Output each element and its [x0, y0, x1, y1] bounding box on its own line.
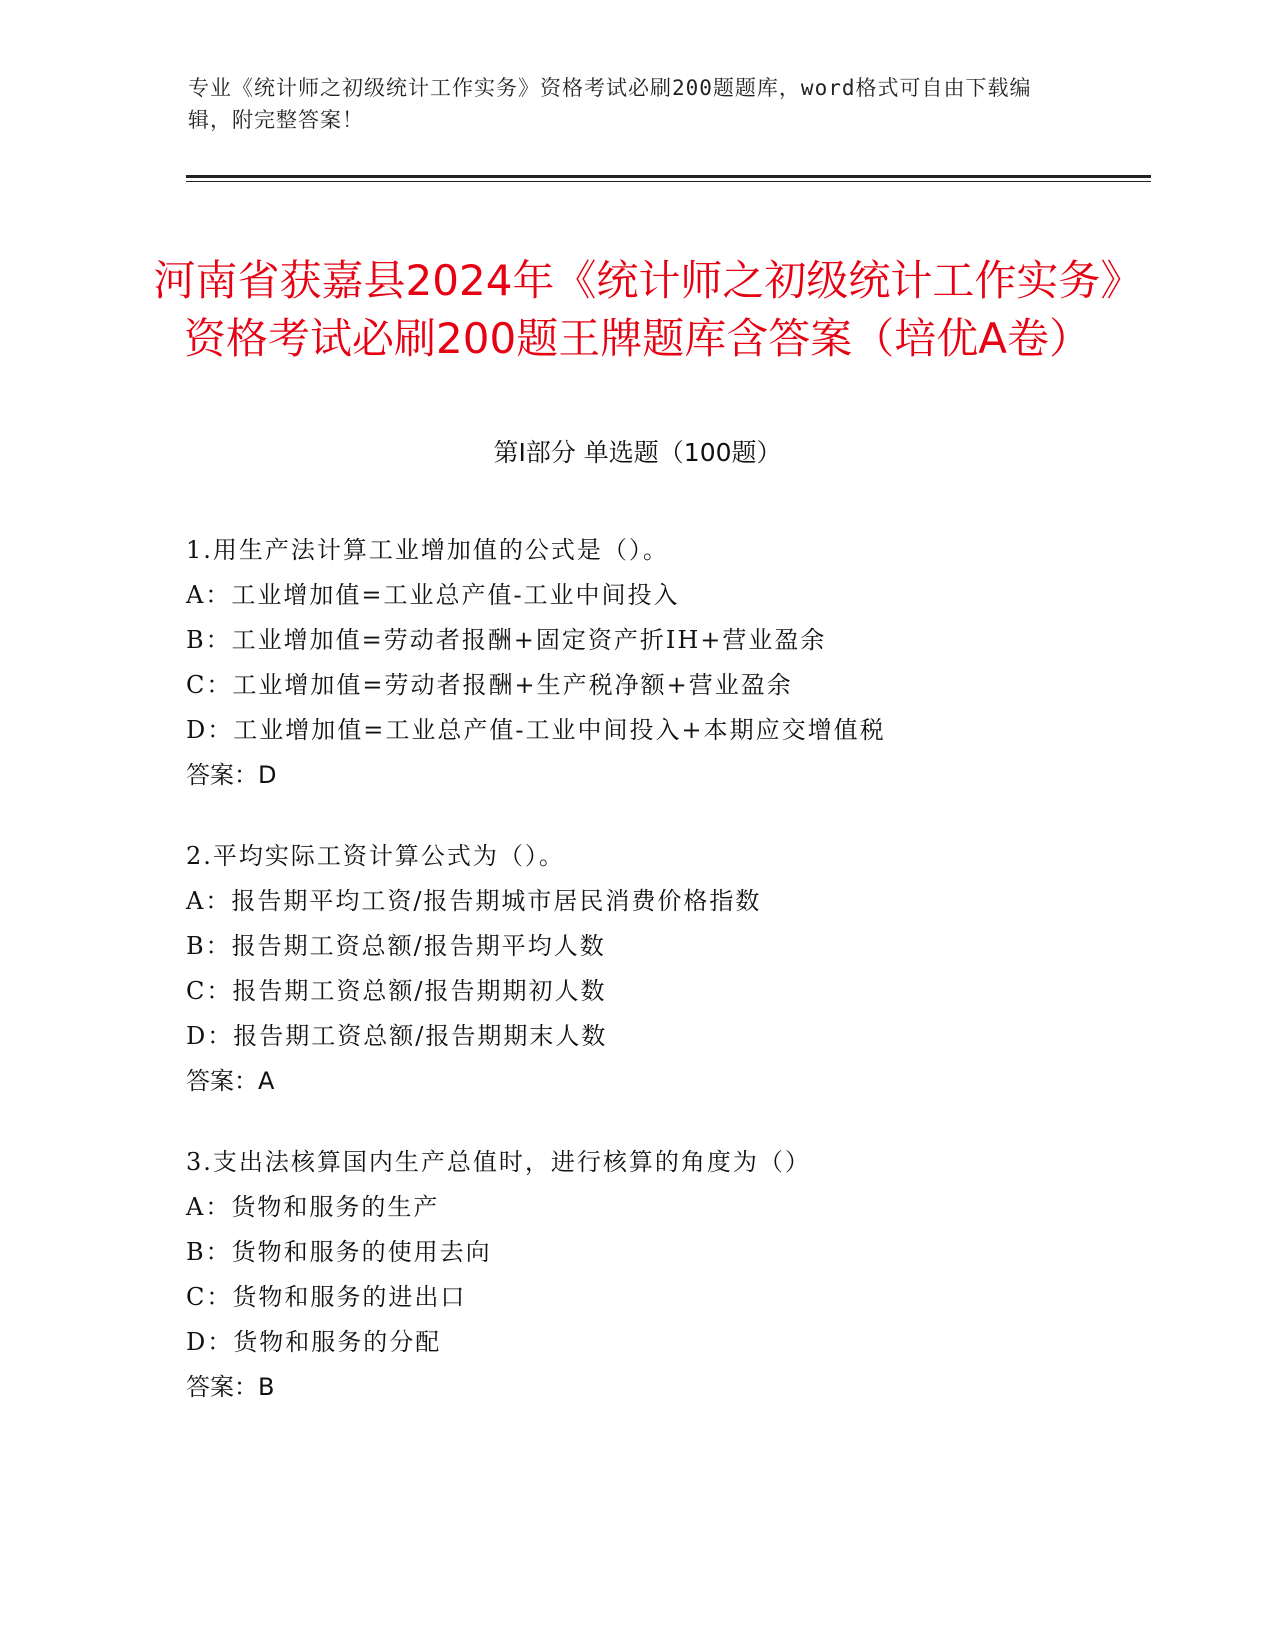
answer: 答案：A — [186, 1067, 275, 1095]
header-rule-thick — [186, 175, 1151, 178]
option-c: C：货物和服务的进出口 — [186, 1283, 467, 1311]
answer: 答案：D — [186, 761, 277, 789]
question-stem: 3.支出法核算国内生产总值时，进行核算的角度为（） — [186, 1148, 811, 1176]
answer: 答案：B — [186, 1373, 275, 1401]
option-b: B：货物和服务的使用去向 — [186, 1238, 492, 1266]
option-d: D：工业增加值=工业总产值-工业中间投入+本期应交增值税 — [186, 716, 886, 744]
question-2 — [186, 834, 1146, 1104]
option-d: D：货物和服务的分配 — [186, 1328, 442, 1356]
option-a: A：货物和服务的生产 — [186, 1193, 440, 1221]
option-c: C：工业增加值=劳动者报酬+生产税净额+营业盈余 — [186, 671, 793, 699]
document-title: 河南省获嘉县2024年《统计师之初级统计工作实务》资格考试必刷200题王牌题库含答案（培优A卷） — [153, 256, 1122, 364]
header-rule-thin — [186, 181, 1151, 182]
question-stem: 1.用生产法计算工业增加值的公式是（）。 — [186, 536, 669, 564]
header-note: 专业《统计师之初级统计工作实务》资格考试必刷200题题库，word格式可自由下载编辑，附完整答案！ — [188, 76, 1032, 132]
section-heading: 第Ⅰ部分 单选题（100题） — [493, 438, 782, 467]
question-stem: 2.平均实际工资计算公式为（）。 — [186, 842, 565, 870]
option-d: D：报告期工资总额/报告期期末人数 — [186, 1022, 608, 1050]
question-list — [186, 528, 1146, 1446]
option-a: A：报告期平均工资/报告期城市居民消费价格指数 — [186, 887, 762, 915]
option-b: B：报告期工资总额/报告期平均人数 — [186, 932, 606, 960]
question-1 — [186, 528, 1146, 798]
option-b: B：工业增加值=劳动者报酬+固定资产折IH+营业盈余 — [186, 626, 827, 654]
option-a: A：工业增加值=工业总产值-工业中间投入 — [186, 581, 680, 609]
question-3 — [186, 1140, 1146, 1410]
option-c: C：报告期工资总额/报告期期初人数 — [186, 977, 607, 1005]
